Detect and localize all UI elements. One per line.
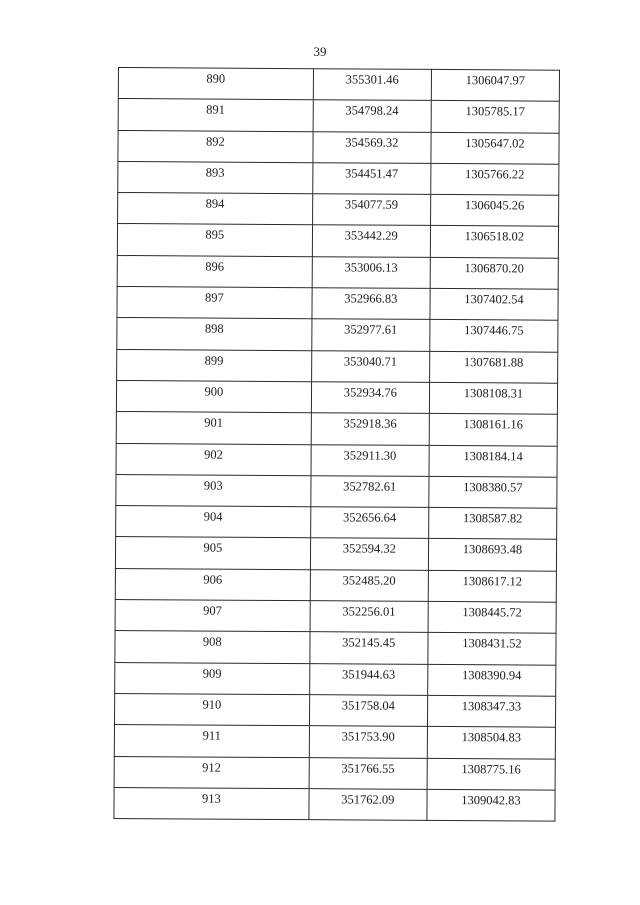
page-number: 39 [313, 44, 327, 59]
y-coordinate-cell-text: 1305766.22 [465, 167, 525, 182]
y-coordinate-cell-text: 1308431.52 [462, 636, 522, 651]
y-coordinate-cell [430, 257, 558, 289]
table-row [118, 130, 559, 164]
y-coordinate-cell-text: 1308617.12 [462, 573, 523, 589]
table-row [116, 412, 557, 446]
point-id-cell [114, 756, 309, 788]
point-id-cell [118, 161, 313, 193]
y-coordinate-cell-text: 1305647.02 [465, 135, 525, 151]
y-coordinate-cell [429, 476, 557, 508]
point-id-cell-text: 891 [206, 102, 226, 117]
x-coordinate-cell [309, 757, 427, 789]
y-coordinate-cell-text: 1308184.14 [463, 448, 523, 464]
y-coordinate-cell [430, 195, 558, 227]
point-id-cell [116, 380, 311, 412]
x-coordinate-cell [310, 632, 428, 664]
point-id-cell [114, 787, 309, 819]
x-coordinate-cell-text: 352594.32 [342, 541, 396, 557]
x-coordinate-cell-text: 352918.36 [343, 416, 397, 431]
x-coordinate-cell-text: 354077.59 [344, 197, 399, 212]
point-id-cell-text: 903 [203, 478, 223, 493]
table-row [118, 193, 559, 227]
y-coordinate-cell-text: 1309042.83 [461, 792, 521, 808]
y-coordinate-cell-text: 1306045.26 [464, 198, 525, 213]
point-id-cell [118, 68, 313, 100]
y-coordinate-cell-text: 1308693.48 [462, 542, 523, 557]
y-coordinate-cell [428, 633, 556, 665]
y-coordinate-cell-text: 1308390.94 [461, 667, 522, 683]
table-row [115, 537, 556, 571]
y-coordinate-cell [431, 69, 559, 101]
point-id-cell-text: 895 [205, 228, 225, 243]
coordinate-table [113, 67, 560, 822]
point-id-cell-text: 900 [204, 384, 224, 399]
point-id-cell [115, 631, 310, 663]
table-row [114, 693, 555, 727]
x-coordinate-cell-text: 353442.29 [344, 228, 398, 244]
table-row [117, 287, 558, 321]
y-coordinate-cell-text: 1308587.82 [462, 511, 523, 526]
table-row [114, 787, 555, 821]
y-coordinate-cell-text: 1306518.02 [464, 229, 525, 244]
x-coordinate-cell-text: 351758.04 [341, 698, 395, 713]
x-coordinate-cell-text: 352782.61 [343, 479, 397, 494]
x-coordinate-cell-text: 351753.90 [341, 729, 395, 744]
table-row [118, 161, 559, 195]
point-id-cell-text: 896 [205, 259, 225, 274]
table-row [115, 568, 556, 602]
point-id-cell [118, 130, 313, 162]
x-coordinate-cell-text: 352911.30 [343, 447, 397, 463]
y-coordinate-cell [428, 508, 556, 540]
point-id-cell-text: 908 [202, 634, 222, 649]
x-coordinate-cell [311, 444, 429, 476]
x-coordinate-cell [313, 100, 431, 132]
y-coordinate-cell [430, 226, 558, 258]
y-coordinate-cell [429, 382, 557, 414]
x-coordinate-cell [312, 256, 430, 288]
y-coordinate-cell [427, 758, 555, 790]
y-coordinate-cell-text: 1305785.17 [465, 104, 525, 119]
point-id-cell-text: 894 [205, 196, 225, 211]
y-coordinate-cell-text: 1306870.20 [464, 260, 524, 276]
x-coordinate-cell [311, 319, 429, 351]
x-coordinate-cell [309, 726, 427, 758]
point-id-cell-text: 904 [203, 509, 223, 524]
table-row [114, 725, 555, 759]
point-id-cell-text: 912 [202, 760, 221, 775]
x-coordinate-cell-text: 352934.76 [343, 385, 397, 400]
point-id-cell [117, 349, 312, 381]
y-coordinate-cell [429, 414, 557, 446]
y-coordinate-cell [429, 351, 557, 383]
point-id-cell-text: 911 [202, 728, 221, 743]
x-coordinate-cell-text: 355301.46 [345, 72, 399, 87]
point-id-cell-text: 906 [203, 572, 223, 587]
y-coordinate-cell-text: 1307402.54 [464, 292, 524, 307]
x-coordinate-cell-text: 354569.32 [345, 134, 399, 150]
point-id-cell-text: 897 [205, 290, 224, 305]
x-coordinate-cell-text: 354798.24 [345, 103, 399, 119]
x-coordinate-cell-text: 352656.64 [342, 510, 397, 525]
point-id-cell [117, 287, 312, 319]
y-coordinate-cell-text: 1308504.83 [461, 730, 522, 745]
y-coordinate-cell-text: 1308347.33 [461, 699, 522, 714]
x-coordinate-cell-text: 353040.71 [343, 354, 398, 369]
x-coordinate-cell-text: 352966.83 [344, 291, 398, 306]
y-coordinate-cell [428, 601, 556, 633]
point-id-cell [117, 255, 312, 287]
point-id-cell [114, 693, 309, 725]
point-id-cell-text: 907 [203, 603, 222, 618]
table-body [114, 68, 560, 822]
table-row [117, 224, 558, 258]
table-row [116, 506, 557, 540]
x-coordinate-cell [313, 69, 431, 101]
y-coordinate-cell-text: 1308775.16 [461, 761, 521, 777]
x-coordinate-cell [312, 288, 430, 320]
point-id-cell [114, 725, 309, 757]
point-id-cell [117, 318, 312, 350]
y-coordinate-cell [428, 570, 556, 602]
x-coordinate-cell-text: 351766.55 [341, 760, 395, 776]
table-row [117, 318, 558, 352]
point-id-cell-text: 893 [205, 165, 225, 180]
x-coordinate-cell [309, 695, 427, 727]
x-coordinate-cell [312, 163, 430, 195]
x-coordinate-cell [312, 225, 430, 257]
x-coordinate-cell-text: 354451.47 [345, 166, 399, 181]
table-row [116, 474, 557, 508]
y-coordinate-cell [427, 727, 555, 759]
table-row [115, 600, 556, 634]
point-id-cell-text: 902 [204, 447, 223, 462]
table-row [116, 443, 557, 477]
y-coordinate-cell-text: 1306047.97 [465, 73, 526, 88]
point-id-cell [115, 568, 310, 600]
point-id-cell [115, 662, 310, 694]
table-row [118, 68, 559, 102]
y-coordinate-cell [431, 163, 559, 195]
y-coordinate-cell [430, 320, 558, 352]
x-coordinate-cell-text: 352145.45 [342, 635, 396, 651]
y-coordinate-cell [429, 445, 557, 477]
y-coordinate-cell-text: 1307681.88 [463, 354, 524, 370]
point-id-cell-text: 909 [202, 666, 222, 681]
x-coordinate-cell-text: 352256.01 [342, 604, 396, 619]
y-coordinate-cell-text: 1307446.75 [464, 323, 524, 338]
point-id-cell-text: 901 [204, 415, 224, 430]
x-coordinate-cell [309, 789, 427, 821]
table-row [118, 99, 559, 133]
x-coordinate-cell [311, 382, 429, 414]
y-coordinate-cell [428, 539, 556, 571]
x-coordinate-cell-text: 353006.13 [344, 260, 398, 275]
point-id-cell [115, 600, 310, 632]
table-row [114, 756, 555, 790]
x-coordinate-cell [311, 413, 429, 445]
table-row [116, 380, 557, 414]
y-coordinate-cell-text: 1308380.57 [463, 479, 523, 495]
point-id-cell [115, 537, 310, 569]
y-coordinate-cell-text: 1308161.16 [463, 417, 523, 432]
x-coordinate-cell-text: 352485.20 [342, 573, 396, 588]
x-coordinate-cell [312, 194, 430, 226]
point-id-cell [118, 193, 313, 225]
point-id-cell-text: 890 [206, 71, 226, 86]
point-id-cell-text: 910 [202, 697, 222, 712]
point-id-cell-text: 898 [204, 321, 224, 337]
table-row [115, 662, 556, 696]
x-coordinate-cell [309, 663, 427, 695]
y-coordinate-cell [427, 789, 555, 821]
y-coordinate-cell [431, 101, 559, 133]
x-coordinate-cell-text: 352977.61 [344, 322, 398, 338]
x-coordinate-cell [310, 601, 428, 633]
y-coordinate-cell [428, 664, 556, 696]
point-id-cell-text: 892 [205, 134, 225, 149]
point-id-cell-text: 913 [201, 791, 221, 806]
x-coordinate-cell [311, 350, 429, 382]
x-coordinate-cell [310, 507, 428, 539]
point-id-cell [118, 99, 313, 131]
y-coordinate-cell-text: 1308445.72 [462, 605, 522, 620]
y-coordinate-cell [427, 695, 555, 727]
table-row [117, 349, 558, 383]
table-row [117, 255, 558, 289]
point-id-cell-text: 899 [204, 353, 224, 368]
x-coordinate-cell [310, 569, 428, 601]
x-coordinate-cell [313, 131, 431, 163]
x-coordinate-cell-text: 351944.63 [341, 667, 396, 682]
point-id-cell [116, 412, 311, 444]
point-id-cell [116, 474, 311, 506]
x-coordinate-cell [310, 538, 428, 570]
point-id-cell-text: 905 [203, 540, 223, 556]
point-id-cell [116, 443, 311, 475]
point-id-cell [116, 506, 311, 538]
y-coordinate-cell-text: 1308108.31 [463, 386, 524, 401]
x-coordinate-cell-text: 351762.09 [341, 792, 395, 807]
y-coordinate-cell [430, 288, 558, 320]
point-id-cell [117, 224, 312, 256]
x-coordinate-cell [311, 476, 429, 508]
table-row [115, 631, 556, 665]
y-coordinate-cell [431, 132, 559, 164]
